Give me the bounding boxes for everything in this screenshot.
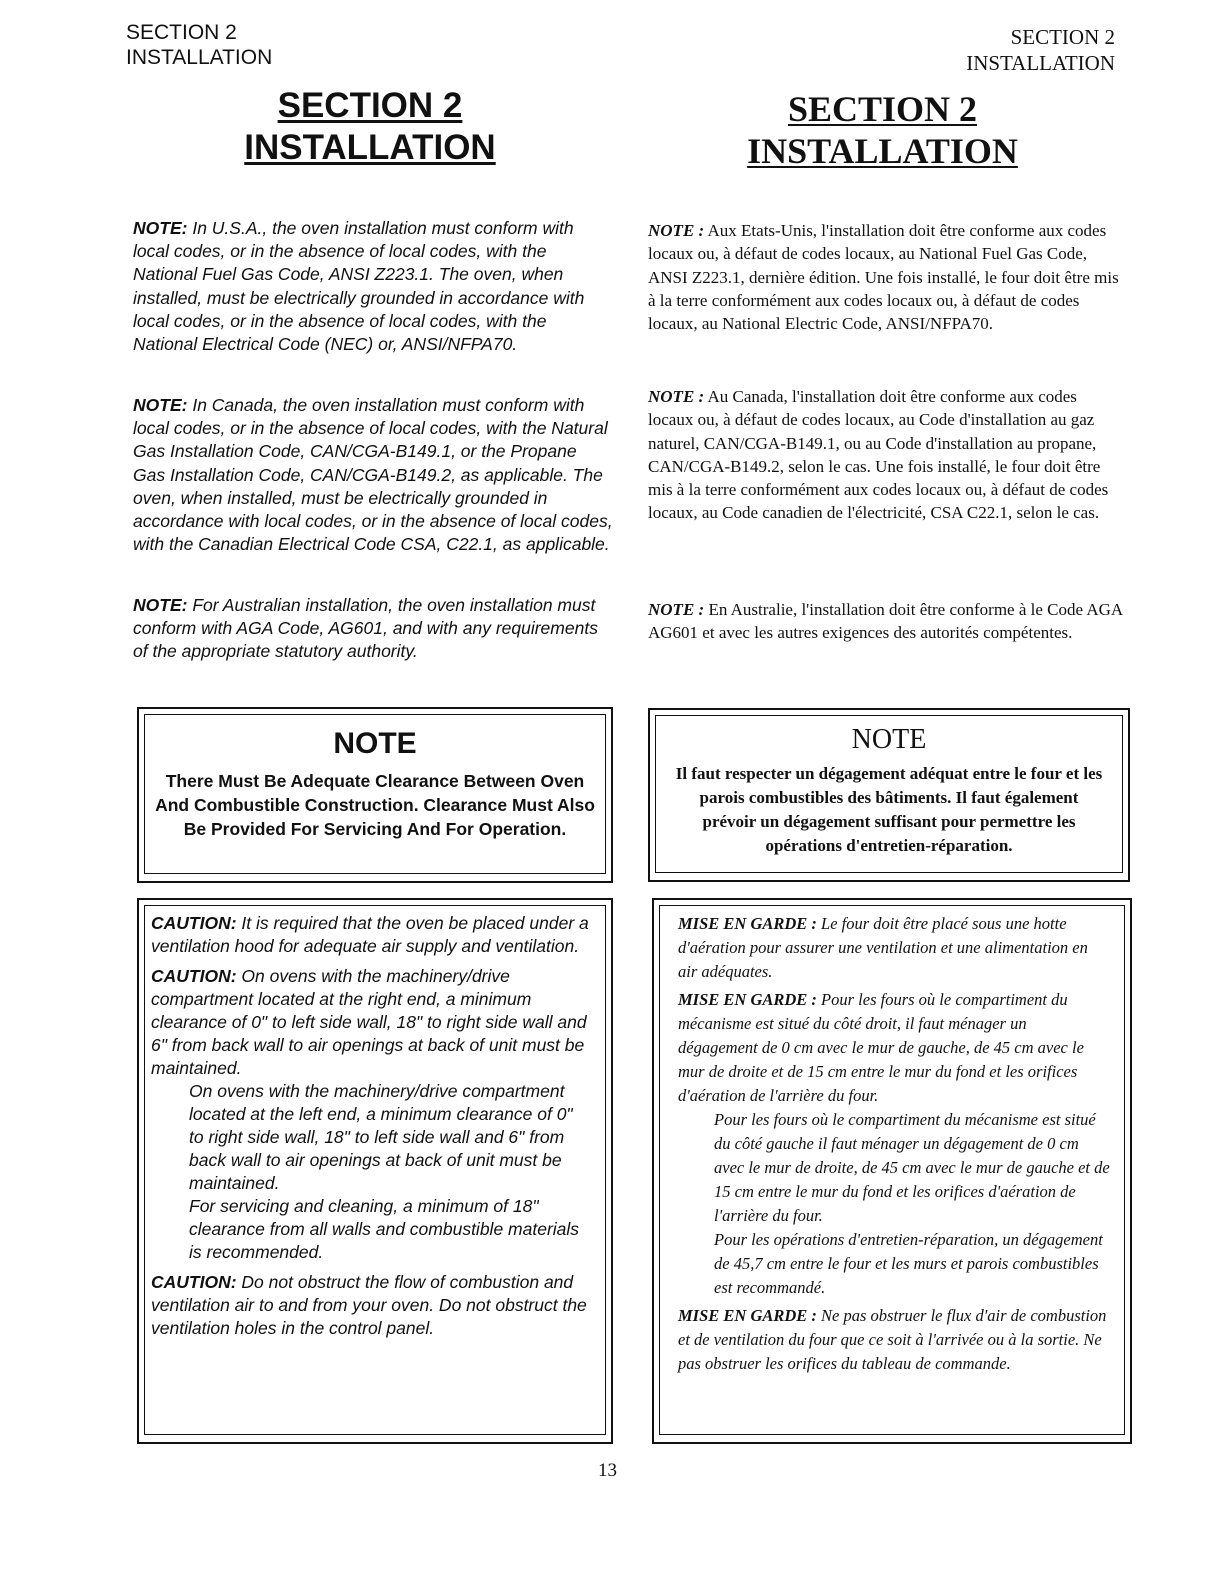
note-label: NOTE : [648,221,705,240]
caution-item [151,965,591,1264]
caution-continuation: Pour les opérations d'entretien-réparation, un dégagement de 45,7 cm entre le four et les murs et parois combustibles est recommandé. [714,1230,1103,1297]
caution-continuation: On ovens with the machinery/drive compartment located at the left end, a minimum clearance of 0" to right side wall, 18" to left side wall and 6" from back wall to air openings at back of unit must be maintained. [189,1081,573,1193]
page-number: 13 [598,1460,617,1481]
french-note-canada [648,385,1123,525]
running-header-section: SECTION 2 [126,21,237,44]
note-box-heading: NOTE [851,724,927,755]
caution-box-english [137,898,613,1444]
caution-item [678,1304,1110,1376]
caution-continuation: Pour les fours où le compartiment du mécanisme est situé du côté gauche il faut ménager un dégagement de 0 cm avec le mur de droite, de 45 cm avec le mur de gauche et de 15 cm entre le mur du fond et les orifices d'aération de l'arrière du four. [714,1110,1110,1225]
caution-label: MISE EN GARDE : [678,914,817,933]
clearance-note-box-english [137,707,613,883]
page-title-english [130,85,610,169]
french-note-australia [648,598,1123,645]
caution-item [678,988,1110,1300]
running-header-title: INSTALLATION [126,46,273,69]
caution-label: CAUTION: [151,966,237,986]
running-header-english [126,20,272,70]
caution-item [151,912,591,958]
note-box-text: There Must Be Adequate Clearance Between Oven And Combustible Construction. Clearance Must Also Be Provided For Servicing And For Operation. [155,771,595,839]
caution-item [151,1271,591,1340]
caution-text: Do not obstruct the flow of combustion and ventilation air to and from your oven. Do not obstruct the ventilation holes in the control panel. [151,1272,587,1338]
caution-text: On ovens with the machinery/drive compartment located at the right end, a minimum clearance of 0" to left side wall, 18" to right side wall and 6" from back wall to air openings at back of unit must be maintained. [151,966,587,1078]
caution-box-french [652,898,1132,1444]
running-header-french [966,24,1115,76]
page-title-french [640,88,1125,172]
caution-label: CAUTION: [151,913,237,933]
note-text: Aux Etats-Unis, l'installation doit être conforme aux codes locaux ou, à défaut de codes locaux, au National Fuel Gas Code, ANSI Z223.1, dernière édition. Une fois installé, le four doit être mis à la terre conformément aux codes locaux ou, à défaut de codes locaux, au National Electric Code, ANSI/NFPA70. [648,221,1119,334]
caution-item [678,912,1110,984]
title-line-section: SECTION 2 [787,89,978,129]
caution-label: CAUTION: [151,1272,237,1292]
note-label: NOTE : [648,387,705,406]
note-text: In Canada, the oven installation must conform with local codes, or in the absence of local codes, with the Natural Gas Installation Code, CAN/CGA-B149.1, or the Propane Gas Installation Code, CAN/CGA-B149.2, as applicable. The oven, when installed, must be electrically grounded in accordance with local codes, or in the absence of local codes, with the Canadian Electrical Code CSA, C22.1, as applicable. [133,395,613,555]
note-box-text: Il faut respecter un dégagement adéquat entre le four et les parois combustibles des bâtiments. Il faut également prévoir un dégagement suffisant pour permettre les opérations d'entretien-réparation. [675,764,1103,855]
title-line-installation: INSTALLATION [244,128,496,167]
caution-text: Le four doit être placé sous une hotte d'aération pour assurer une ventilation et une alimentation en air adéquates. [678,914,1088,981]
note-label: NOTE: [133,595,188,615]
english-note-usa [133,217,613,356]
caution-label: MISE EN GARDE : [678,1306,817,1325]
title-line-installation: INSTALLATION [747,131,1018,171]
caution-continuation: For servicing and cleaning, a minimum of 18" clearance from all walls and combustible materials is recommended. [189,1196,580,1262]
clearance-note-box-french [648,708,1130,882]
caution-text: Pour les fours où le compartiment du mécanisme est situé du côté droit, il faut ménager un dégagement de 0 cm avec le mur de gauche, de 45 cm avec le mur de droite et de 15 cm entre le mur du fond et les orifices d'aération de l'arrière du four. [678,990,1084,1105]
french-note-usa [648,219,1123,335]
caution-text: It is required that the oven be placed under a ventilation hood for adequate air supply and ventilation. [151,913,589,956]
note-text: For Australian installation, the oven installation must conform with AGA Code, AG601, and with any requirements of the appropriate statutory authority. [133,595,598,662]
note-label: NOTE : [648,600,705,619]
note-text: En Australie, l'installation doit être conforme à le Code AGA AG601 et avec les autres exigences des autorités compétentes. [648,600,1123,643]
running-header-title: INSTALLATION [966,51,1115,75]
note-text: In U.S.A., the oven installation must conform with local codes, or in the absence of local codes, with the National Fuel Gas Code, ANSI Z223.1. The oven, when installed, must be electrically grounded in accordance with local codes, or in the absence of local codes, with the National Electrical Code (NEC) or, ANSI/NFPA70. [133,218,585,355]
note-label: NOTE: [133,218,188,238]
title-line-section: SECTION 2 [277,86,463,125]
note-text: Au Canada, l'installation doit être conforme aux codes locaux ou, à défaut de codes locaux, au Code d'installation au gaz naturel, CAN/CGA-B149.1, ou au Code d'installation au propane, CAN/CGA-B149.2, selon le cas. Une fois installé, le four doit être mis à la terre conformément aux codes locaux ou, à défaut de codes locaux, au Code canadien de l'électricité, CSA C22.1, selon le cas. [648,387,1109,523]
note-label: NOTE: [133,395,188,415]
note-box-heading: NOTE [333,727,417,760]
caution-label: MISE EN GARDE : [678,990,817,1009]
english-note-australia [133,594,613,664]
caution-text: Ne pas obstruer le flux d'air de combustion et de ventilation du four que ce soit à l'arrivée ou à la sortie. Ne pas obstruer les orifices du tableau de commande. [678,1306,1107,1373]
english-note-canada [133,394,613,556]
running-header-section: SECTION 2 [1010,25,1115,49]
